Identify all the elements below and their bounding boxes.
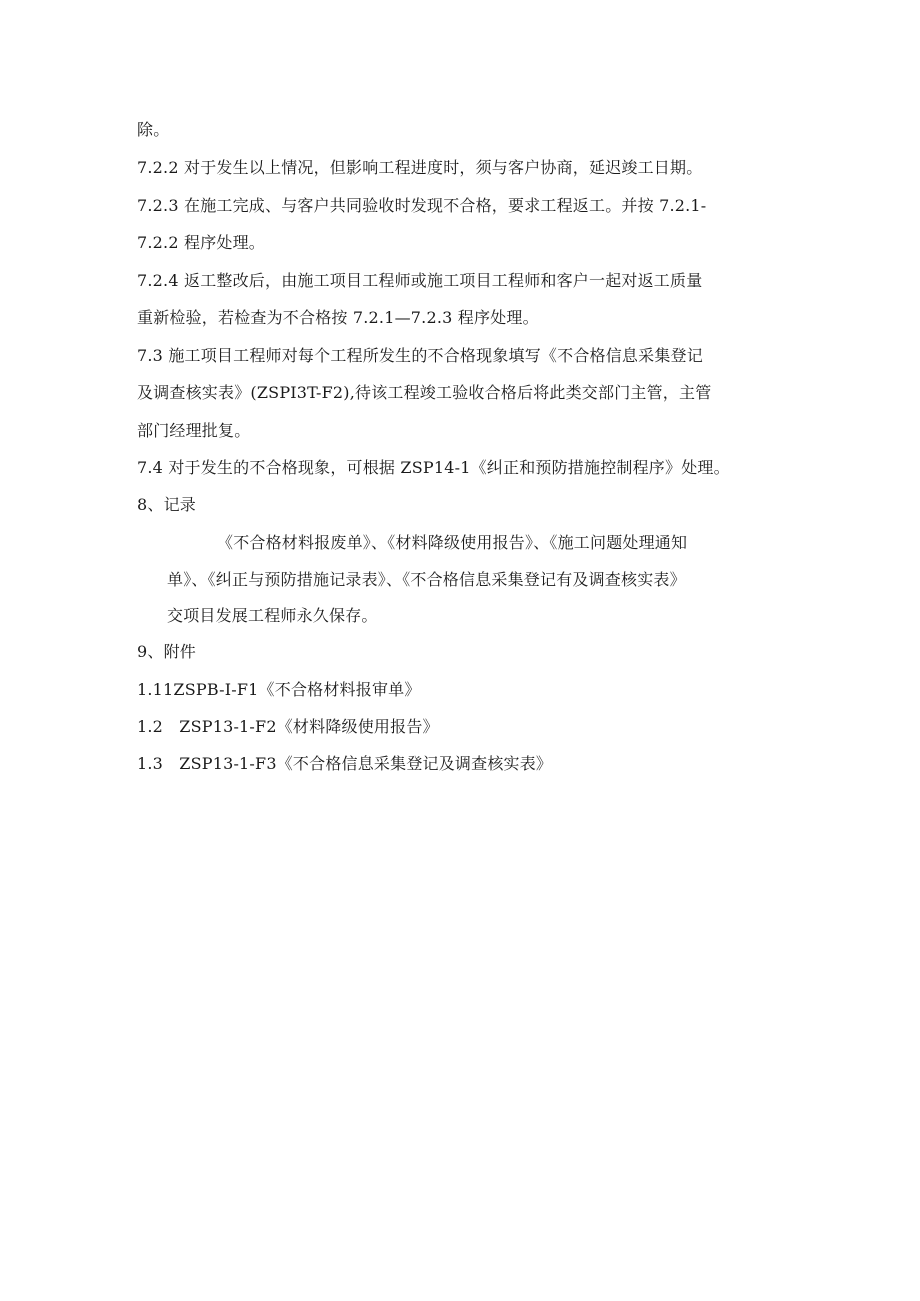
clause-7-3-cont-2: 部门经理批复。	[137, 421, 251, 440]
text-line-continuation: 除。	[137, 120, 170, 139]
clause-7-2-4: 7.2.4 返工整改后，由施工项目工程师或施工项目工程师和客户一起对返工质量	[137, 271, 703, 290]
clause-7-4: 7.4 对于发生的不合格现象，可根据 ZSP14-1《纠正和预防措施控制程序》处理。	[137, 458, 730, 477]
attachment-1-1: 1.11ZSPB-I-F1《不合格材料报审单》	[137, 680, 421, 699]
clause-7-3: 7.3 施工项目工程师对每个工程所发生的不合格现象填写《不合格信息采集登记	[137, 346, 703, 365]
clause-7-2-3-cont: 7.2.2 程序处理。	[137, 233, 265, 252]
records-paragraph-line-2: 单》、《纠正与预防措施记录表》、《不合格信息采集登记有及调查核实表》	[167, 570, 686, 589]
clause-7-3-cont-1: 及调查核实表》(ZSPI3T-F2),待该工程竣工验收合格后将此类交部门主管，主管	[137, 383, 712, 402]
records-paragraph-line-3: 交项目发展工程师永久保存。	[167, 606, 378, 625]
attachment-1-2: 1.2 ZSP13-1-F2《材料降级使用报告》	[137, 717, 439, 736]
clause-7-2-2: 7.2.2 对于发生以上情况，但影响工程进度时，须与客户协商，延迟竣工日期。	[137, 158, 703, 177]
clause-7-2-3: 7.2.3 在施工完成、与客户共同验收时发现不合格，要求工程返工。并按 7.2.1-	[137, 196, 707, 215]
section-8-heading: 8、记录	[137, 495, 196, 514]
section-9-heading: 9、附件	[137, 642, 196, 661]
attachment-1-3: 1.3 ZSP13-1-F3《不合格信息采集登记及调查核实表》	[137, 754, 553, 773]
clause-7-2-4-cont: 重新检验，若检查为不合格按 7.2.1—7.2.3 程序处理。	[137, 308, 539, 327]
records-paragraph-line-1: 《不合格材料报废单》、《材料降级使用报告》、《施工问题处理通知	[217, 533, 688, 552]
